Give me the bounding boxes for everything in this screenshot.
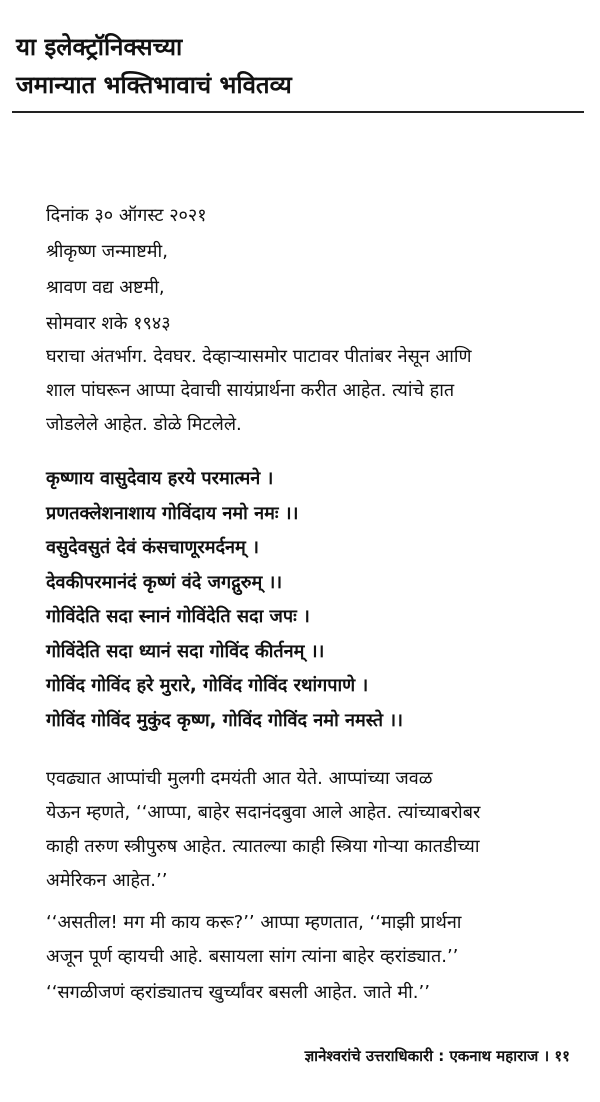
prayer-verses: [46, 462, 586, 738]
shaka-line: सोमवार शके १९४३: [46, 313, 171, 334]
verse-line: देवकीपरमानंदं कृष्णं वंदे जगद्गुरुम् ।।: [46, 571, 283, 593]
verse-line: गोविंद गोविंद मुकुंद कृष्ण, गोविंद गोविंद नमो नमस्ते ।।: [46, 709, 403, 731]
chapter-title-line-1: या इलेक्ट्रॉनिक्सच्या: [16, 33, 183, 61]
verse-line: कृष्णाय वासुदेवाय हरये परमात्मने ।: [46, 468, 274, 489]
narrative-paragraph: [46, 762, 586, 898]
occasion-line: श्रीकृष्ण जन्माष्टमी,: [46, 241, 168, 262]
verse-line: प्रणतक्लेशनाशाय गोविंदाय नमो नमः ।।: [46, 502, 299, 524]
paragraph-line: अमेरिकन आहेत.’’: [46, 870, 168, 891]
paragraph-line: एवढ्यात आप्पांची मुलगी दमयंती आत येते. आप्पांच्या जवळ: [46, 768, 433, 789]
paragraph-line: ‘‘सगळीजणं व्हरांड्यातच खुर्च्यांवर बसली आहेत. जाते मी.’’: [46, 982, 430, 1003]
verse-line: गोविंदेति सदा ध्यानं सदा गोविंद कीर्तनम् ।।: [46, 640, 325, 662]
verse-line: गोविंदेति सदा स्नानं गोविंदेति सदा जपः ।: [46, 606, 310, 627]
verse-line: वसुदेवसुतं देवं कंसचाणूरमर्दनम् ।: [46, 537, 259, 558]
page-footer: ज्ञानेश्वरांचे उत्तराधिकारी : एकनाथ महाराज । ११: [304, 1047, 570, 1065]
paragraph-line: जोडलेले आहेत. डोळे मिटलेले.: [46, 414, 242, 435]
date-line: दिनांक ३० ऑगस्ट २०२१: [46, 205, 207, 226]
title-divider: [12, 111, 584, 113]
verse-line: गोविंद गोविंद हरे मुरारे, गोविंद गोविंद रथांगपाणे ।: [46, 675, 369, 696]
paragraph-line: काही तरुण स्त्रीपुरुष आहेत. त्यातल्या काही स्त्रिया गोऱ्या कातडीच्या: [46, 836, 480, 857]
stage-direction-paragraph: [46, 340, 586, 442]
paragraph-line: येऊन म्हणते, ‘‘आप्पा, बाहेर सदानंदबुवा आले आहेत. त्यांच्याबरोबर: [46, 802, 481, 823]
paragraph-line: शाल पांघरून आप्पा देवाची सायंप्रार्थना करीत आहेत. त्यांचे हात: [46, 380, 455, 401]
dialogue-paragraph: [46, 906, 586, 974]
paragraph-line: अजून पूर्ण व्हायची आहे. बसायला सांग त्यांना बाहेर व्हरांड्यात.’’: [46, 946, 459, 967]
paragraph-line: ‘‘असतील! मग मी काय करू?’’ आप्पा म्हणतात, ‘‘माझी प्रार्थना: [46, 912, 462, 933]
dialogue-paragraph: [46, 976, 586, 1010]
chapter-title-line-2: जमान्यात भक्तिभावाचं भवितव्य: [16, 71, 292, 99]
chapter-title: [16, 28, 576, 104]
lunar-date-line: श्रावण वद्य अष्टमी,: [46, 277, 165, 298]
paragraph-line: घराचा अंतर्भाग. देवघर. देव्हाऱ्यासमोर पाटावर पीतांबर नेसून आणि: [46, 346, 472, 367]
date-block: [46, 198, 566, 342]
